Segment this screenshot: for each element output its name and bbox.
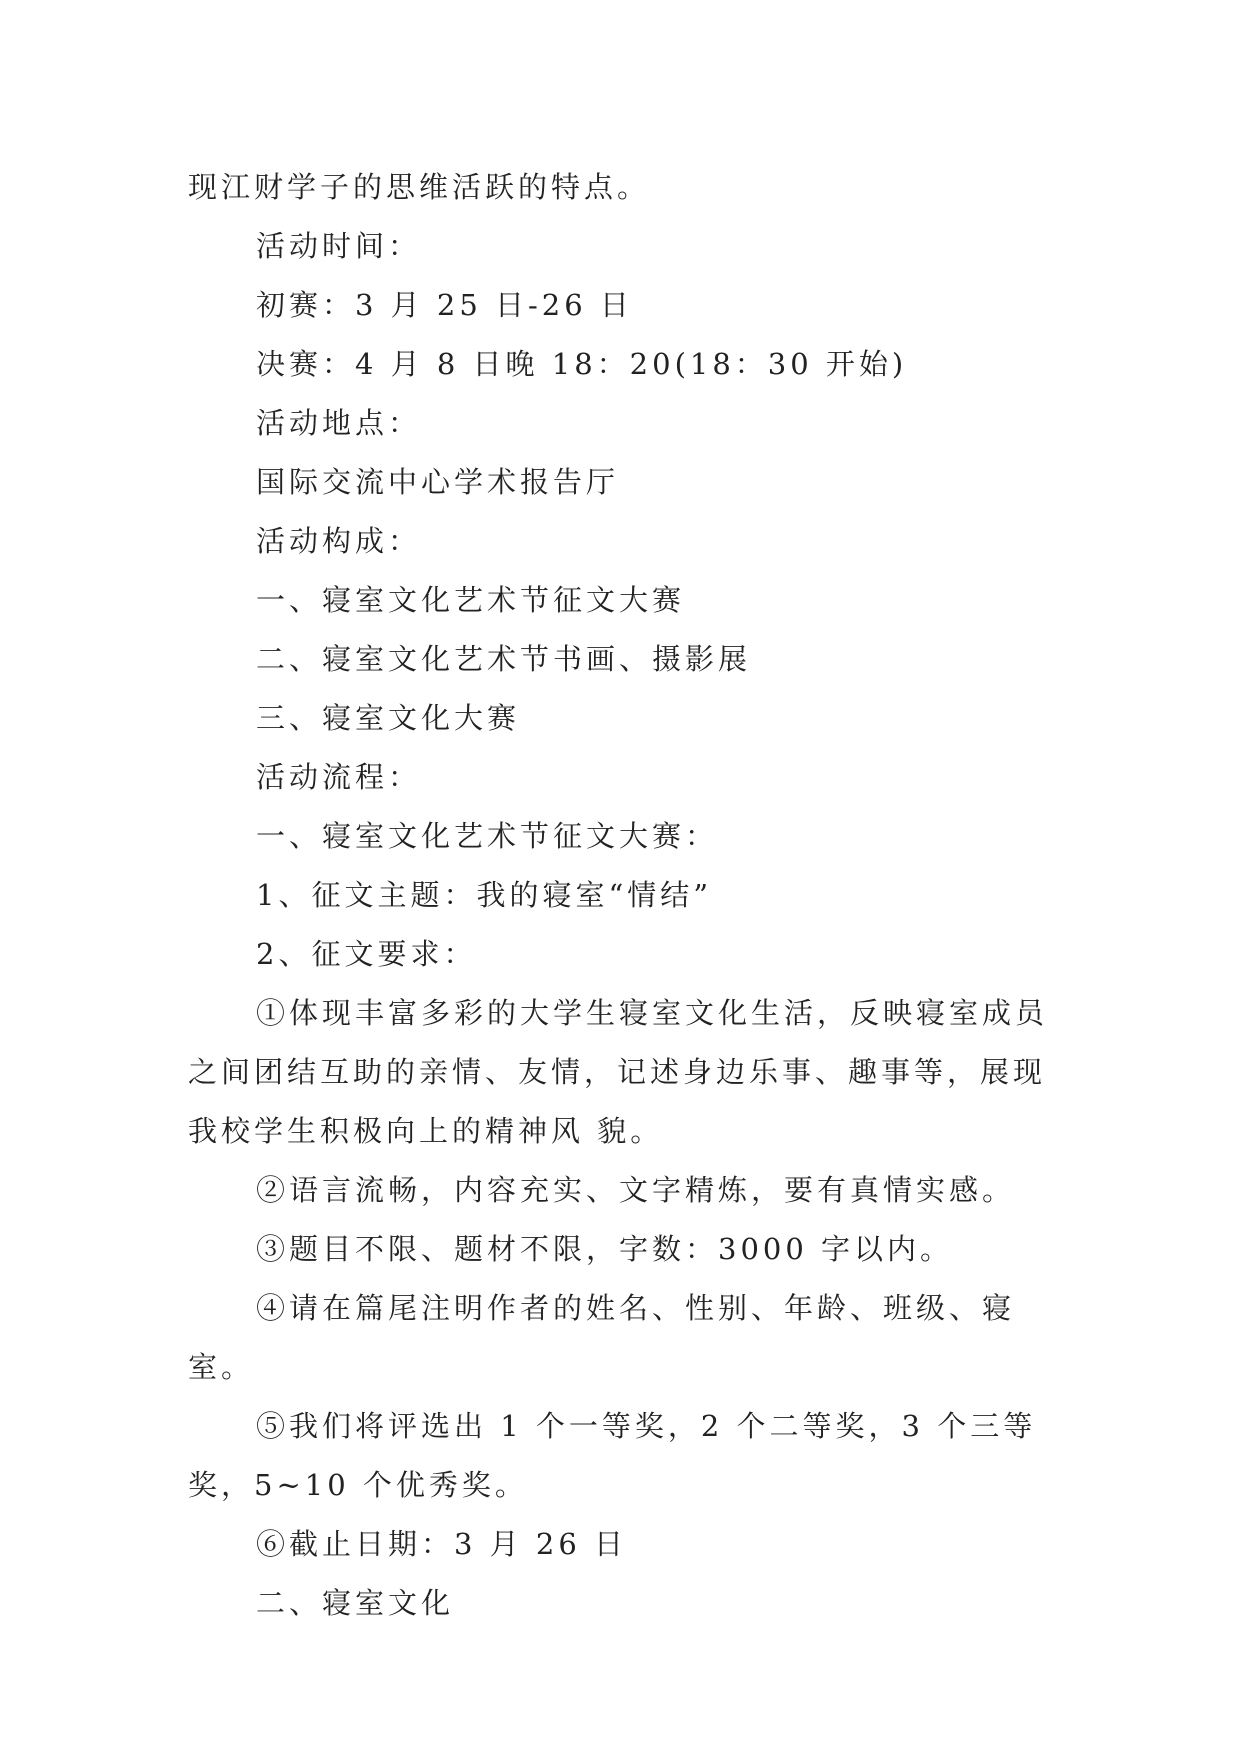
paragraph-essay-contest-heading: 一、寝室文化艺术节征文大赛： bbox=[256, 819, 719, 853]
paragraph-composition-item-2: 二、寝室文化艺术节书画、摄影展 bbox=[256, 642, 752, 676]
paragraph-activity-location-heading: 活动地点： bbox=[256, 406, 422, 440]
paragraph-requirement-1: ①体现丰富多彩的大学生寝室文化生活，反映寝室成员之间团结互助的亲情、友情，记述身边乐事、趣事等，展现我校学生积极向上的精神风 貌。 bbox=[188, 996, 1049, 1148]
document-body bbox=[188, 158, 1058, 1633]
paragraph-preliminary-date: 初赛：3 月 25 日-26 日 bbox=[256, 288, 633, 322]
paragraph-continuation: 现江财学子的思维活跃的特点。 bbox=[188, 170, 651, 204]
paragraph-essay-requirements-heading: 2、征文要求： bbox=[256, 937, 477, 971]
paragraph-activity-composition-heading: 活动构成： bbox=[256, 524, 422, 558]
paragraph-location: 国际交流中心学术报告厅 bbox=[256, 465, 620, 499]
paragraph-final-date: 决赛：4 月 8 日晚 18：20(18：30 开始) bbox=[256, 347, 908, 381]
paragraph-activity-time-heading: 活动时间： bbox=[256, 229, 422, 263]
paragraph-composition-item-3: 三、寝室文化大赛 bbox=[256, 701, 521, 735]
paragraph-requirement-3: ③题目不限、题材不限，字数：3000 字以内。 bbox=[256, 1232, 954, 1266]
paragraph-dorm-culture-heading: 二、寝室文化 bbox=[256, 1586, 455, 1620]
paragraph-composition-item-1: 一、寝室文化艺术节征文大赛 bbox=[256, 583, 686, 617]
paragraph-essay-theme: 1、征文主题：我的寝室“情结” bbox=[256, 878, 713, 912]
paragraph-requirement-5: ⑤我们将评选出 1 个一等奖，2 个二等奖，3 个三等奖，5~10 个优秀奖。 bbox=[188, 1409, 1037, 1502]
paragraph-activity-process-heading: 活动流程： bbox=[256, 760, 422, 794]
paragraph-requirement-2: ②语言流畅，内容充实、文字精炼，要有真情实感。 bbox=[256, 1173, 1016, 1207]
paragraph-requirement-4: ④请在篇尾注明作者的姓名、性别、年龄、班级、寝室。 bbox=[188, 1291, 1016, 1384]
paragraph-requirement-6: ⑥截止日期：3 月 26 日 bbox=[256, 1527, 628, 1561]
